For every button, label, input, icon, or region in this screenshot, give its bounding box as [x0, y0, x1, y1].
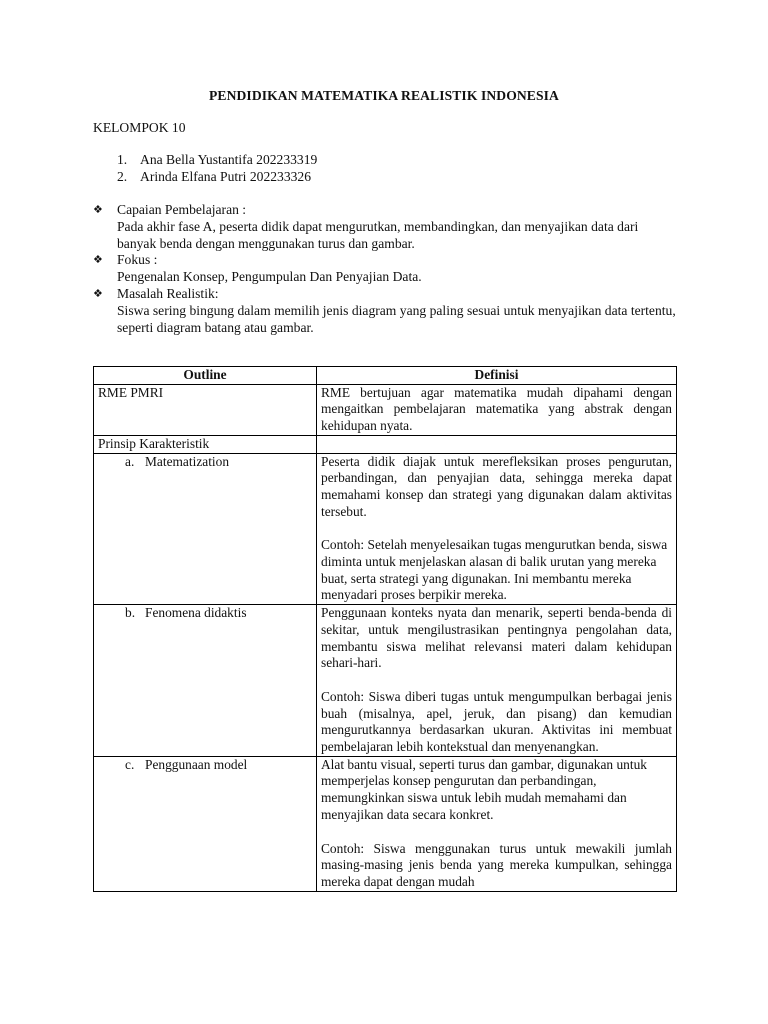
definition-cell [317, 756, 677, 891]
bullet-heading: Capaian Pembelajaran : [117, 202, 247, 217]
member-name: Arinda Elfana Putri 202233326 [140, 169, 312, 184]
table-header-row [94, 367, 677, 385]
table-row [94, 384, 677, 435]
item-letter: a. [125, 453, 135, 469]
bullet-heading: Masalah Realistik: [117, 285, 219, 301]
list-item [117, 151, 317, 168]
item-label: Penggunaan model [145, 756, 248, 772]
bullet-item-capaian [93, 202, 678, 252]
definition-cell [317, 435, 677, 453]
table-row [94, 435, 677, 453]
member-list [117, 151, 317, 185]
member-name: Ana Bella Yustantifa 202233319 [140, 152, 318, 167]
outline-cell [94, 756, 317, 891]
table-row [94, 756, 677, 891]
item-letter: b. [125, 605, 136, 621]
document-title: PENDIDIKAN MATEMATIKA REALISTIK INDONESIA [209, 88, 559, 103]
bullet-heading: Fokus : [117, 252, 158, 268]
bullet-item-fokus [93, 252, 678, 286]
bullet-item-masalah [93, 286, 678, 336]
group-label: KELOMPOK 10 [93, 120, 186, 135]
table-row [94, 453, 677, 605]
list-number: 1. [117, 152, 128, 167]
item-label: Fenomena didaktis [145, 605, 247, 621]
column-header-definisi: Definisi [317, 367, 677, 385]
outline-table [93, 366, 677, 892]
diamond-bullet-icon: ❖ [93, 286, 103, 300]
diamond-bullet-icon: ❖ [93, 203, 103, 216]
item-label: Matematization [145, 453, 230, 469]
list-item [117, 168, 317, 185]
definition-text: Peserta didik diajak untuk merefleksikan proses pengurutan, perbandingan, dan penyajian data, sehingga mereka dapat memahami konsep dan strategi yang digunakan dalam aktivitas tersebut. [321, 453, 672, 519]
list-number: 2. [117, 169, 128, 184]
outline-cell: RME PMRI [94, 384, 317, 435]
column-header-outline: Outline [94, 367, 317, 385]
example-text: Contoh: Siswa diberi tugas untuk mengumpulkan berbagai jenis buah (misalnya, apel, jeruk, dan pisang) dan kemudian mengurutkannya berdasarkan ukuran. Aktivitas ini membuat pembelajaran lebih kontekstual dan menyenangkan. [321, 688, 672, 755]
diamond-bullet-icon: ❖ [93, 253, 103, 267]
bullet-text: Siswa sering bingung dalam memilih jenis diagram yang paling sesuai untuk menyajikan data tertentu, seperti diagram batang atau gambar. [117, 302, 676, 335]
table-row [94, 605, 677, 757]
definition-cell: RME bertujuan agar matematika mudah dipahami dengan mengaitkan pembelajaran matematika yang abstrak dengan kehidupan nyata. [317, 384, 677, 435]
example-text: Contoh: Siswa menggunakan turus untuk mewakili jumlah masing-masing jenis benda yang mereka kumpulkan, sehingga mereka dapat dengan mudah [321, 840, 672, 889]
outline-cell [94, 605, 317, 757]
bullet-text: Pengenalan Konsep, Pengumpulan Dan Penyajian Data. [117, 269, 422, 285]
definition-cell [317, 605, 677, 757]
definition-text: Penggunaan konteks nyata dan menarik, seperti benda-benda di sekitar, untuk mengilustrasikan pentingnya pengolahan data, membantu siswa melihat relevansi materi dalam kehidupan sehari-hari. [321, 605, 672, 671]
definition-text: Alat bantu visual, seperti turus dan gambar, digunakan untuk memperjelas konsep pengurutan dan perbandingan, memungkinkan siswa untuk lebih mudah memahami dan menyajikan data secara konkret. [321, 756, 647, 822]
bullet-list [93, 202, 678, 336]
item-letter: c. [125, 756, 135, 772]
definition-cell [317, 453, 677, 605]
outline-cell: Prinsip Karakteristik [94, 435, 317, 453]
example-text: Contoh: Setelah menyelesaikan tugas mengurutkan benda, siswa diminta untuk menjelaskan alasan di balik urutan yang mereka buat, serta strategi yang digunakan. Ini membantu mereka menyadari proses berpikir mereka. [321, 537, 668, 603]
outline-cell [94, 453, 317, 605]
bullet-text: Pada akhir fase A, peserta didik dapat mengurutkan, membandingkan, dan menyajikan data dari banyak benda dengan menggunakan turus dan gambar. [117, 218, 639, 251]
